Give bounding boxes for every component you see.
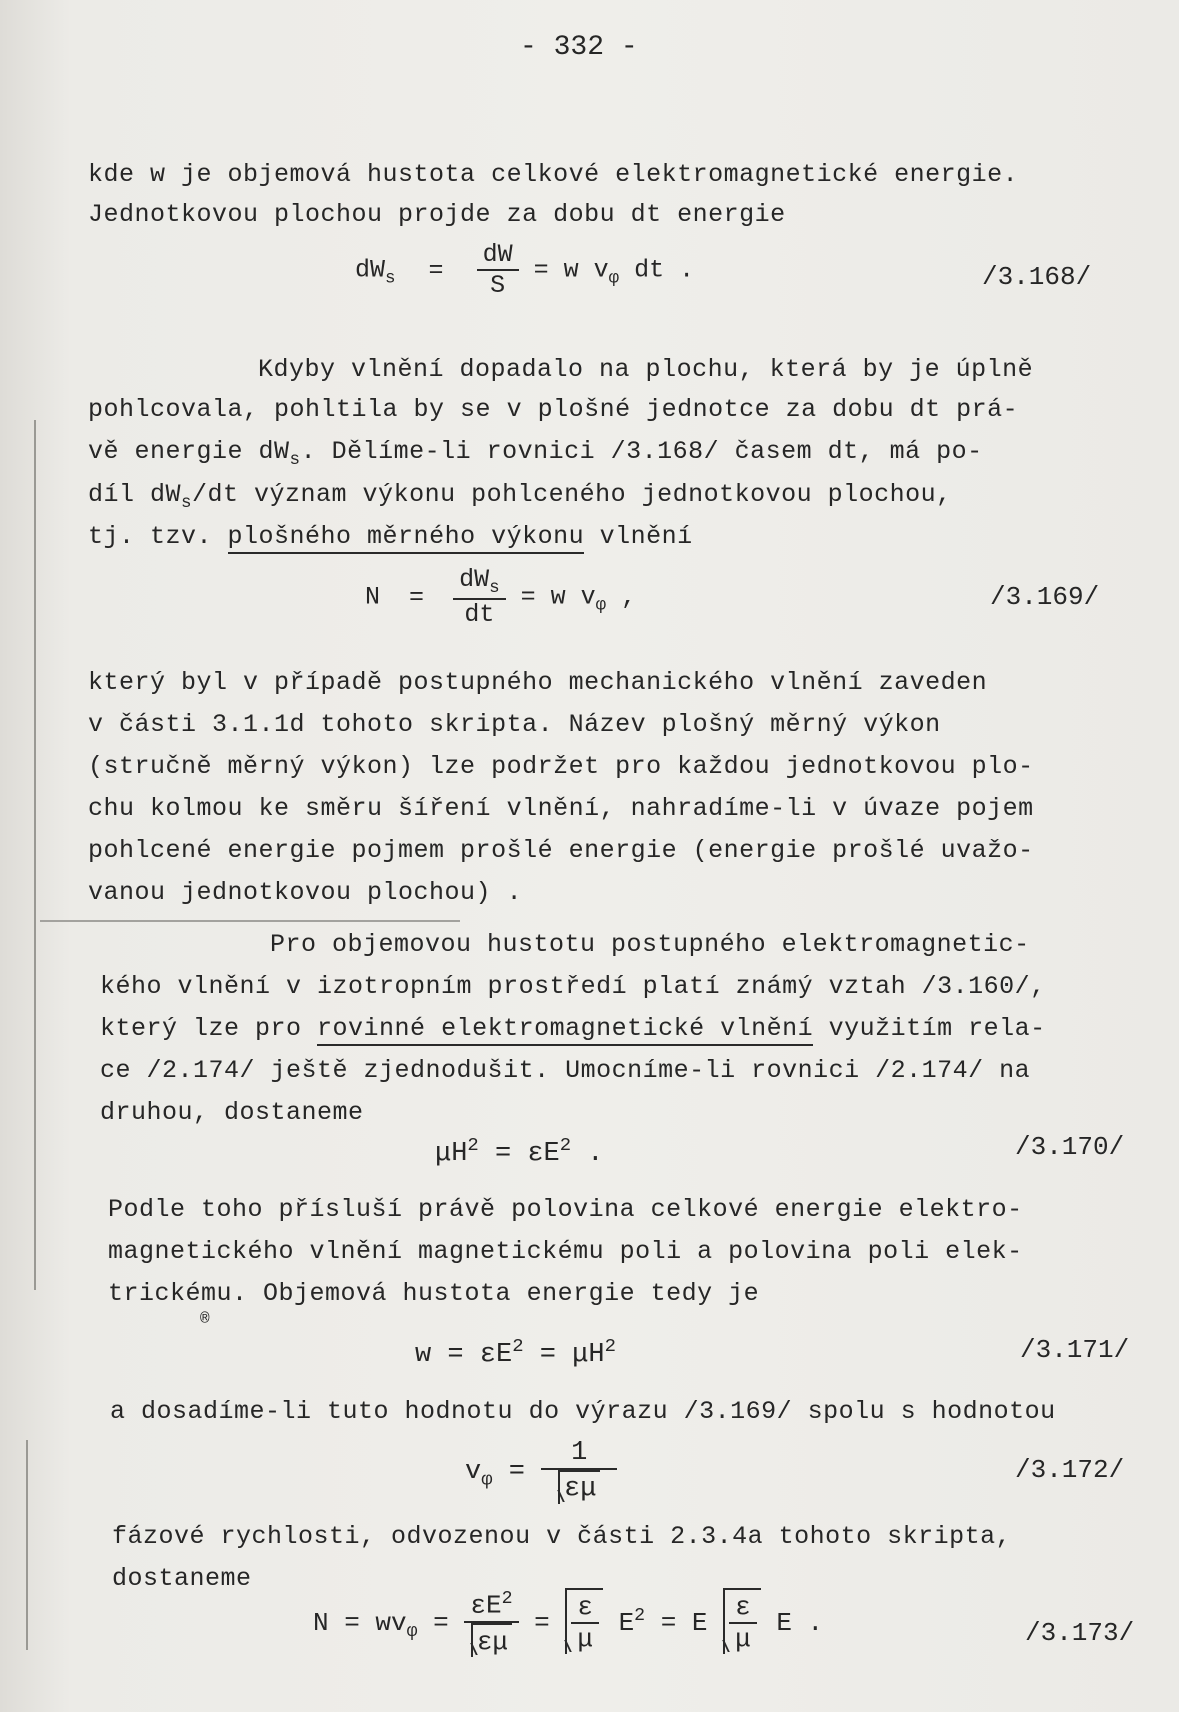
text-line: chu kolmou ke směru šíření vlnění, nahradíme-li v úvaze pojem [88,794,1034,823]
text-line: ce /2.174/ ještě zjednodušit. Umocníme-li rovnici /2.174/ na [100,1056,1031,1085]
text-line: (stručně měrný výkon) lze podržet pro každou jednotkovou plo- [88,752,1034,781]
equation-3-173 [313,1588,823,1657]
text-line: magnetického vlnění magnetickému poli a polovina poli elek- [108,1237,1023,1266]
eq-part: μH [435,1139,468,1169]
eq-lhs: N [365,582,381,612]
eq-tail: . [571,1139,604,1169]
numerator-text: εE [470,1590,502,1621]
text-line: fázové rychlosti, odvozenou v části 2.3.4a tohoto skripta, [112,1522,1012,1551]
denominator [541,1470,617,1504]
square-root: εμ [471,1623,512,1657]
equation-3-168 [355,240,694,300]
eq-part: = εE [478,1139,560,1169]
equation-3-172 [465,1438,617,1504]
eq-part: w = εE [415,1340,513,1370]
equation-label: /3.170/ [1015,1132,1125,1162]
equation-label: /3.168/ [982,262,1092,292]
numerator-text: dW [459,565,490,594]
text-span: vlnění [584,522,693,551]
eq-part: E [618,1607,635,1638]
equation-label: /3.169/ [990,582,1100,612]
eq-lhs: N = wv [313,1607,407,1638]
text-span: využitím rela- [813,1014,1046,1043]
square-root: εμ [558,1470,600,1504]
eq-sub: φ [608,268,620,289]
text-line [88,480,952,518]
underlined-term: rovinné elektromagnetické vlnění [317,1014,813,1046]
eq-sign: = [534,1607,550,1638]
eq-sup: 2 [604,1335,616,1357]
eq-tail: dt . [619,255,695,285]
denominator: μ [577,1624,593,1654]
numerator [464,1589,518,1623]
eq-lhs: dW [355,255,386,285]
text-line: vanou jednotkovou plochou) . [88,878,523,907]
text-span: /dt význam výkonu pohlceného jednotkovou plochou, [192,480,952,509]
text-line: pohlcovala, pohltila by se v plošné jednotce za dobu dt prá- [88,395,1019,424]
text-line: Podle toho přísluší právě polovina celkové energie elektro- [108,1195,1023,1224]
eq-sign: = [417,1607,449,1638]
numerator: dW [477,240,519,271]
fraction [477,240,519,300]
eq-part: = μH [523,1340,605,1370]
text-line: trickému. Objemová hustota energie tedy je [108,1279,760,1308]
underlined-term: plošného měrného výkonu [228,522,585,554]
page-number: - 332 - [520,32,638,63]
square-root [723,1588,761,1654]
denominator: μ [735,1624,751,1654]
text-line [100,1014,1046,1044]
denominator: dt [464,600,495,629]
text-line: a dosadíme-li tuto hodnotu do výrazu /3.169/ spolu s hodnotou [110,1397,1056,1426]
text-line: Pro objemovou hustotu postupného elektromagnetic- [270,930,1030,959]
eq-sign: = [492,1457,525,1488]
text-line: kého vlnění v izotropním prostředí platí známý vztah /3.160/, [100,972,1046,1001]
eq-lhs: v [465,1457,482,1488]
text-line: Jednotkovou plochou projde za dobu dt energie [88,200,786,229]
denominator [464,1623,518,1657]
fraction [453,565,506,629]
text-span: tj. tzv. [88,522,228,551]
subscript: s [289,450,301,470]
text-span: který lze pro [100,1014,318,1043]
eq-tail: , [606,582,637,612]
eq-sub: φ [481,1468,493,1491]
fraction [541,1438,617,1504]
eq-sign: = [428,255,444,285]
eq-sup: 2 [501,1589,513,1610]
equation-label: /3.173/ [1025,1618,1135,1648]
text-line: kde w je objemová hustota celkové elektromagnetické energie. [88,160,1019,189]
numerator: ε [571,1592,599,1624]
eq-sub: s [385,268,396,289]
text-line: Kdyby vlnění dopadalo na plochu, která by je úplně [258,355,1034,384]
text-line: v části 3.1.1d tohoto skripta. Název plošný měrný výkon [88,710,941,739]
equation-3-171 [415,1335,616,1370]
equation-3-170 [435,1134,604,1169]
fraction [729,1592,757,1654]
eq-sub: φ [595,595,607,616]
text-line: pohlcené energie pojmem prošlé energie (energie prošlé uvažo- [88,836,1034,865]
numerator: 1 [541,1438,617,1470]
equation-3-169 [365,565,636,629]
fold-line [40,920,460,922]
eq-sup: 2 [512,1335,524,1357]
text-span: . Dělíme-li rovnici /3.168/ časem dt, má po- [300,437,983,466]
text-span: díl dW [88,480,182,509]
fraction [464,1589,518,1657]
denominator: S [490,271,506,300]
eq-rhs: = w v [520,582,596,612]
text-line: druhou, dostaneme [100,1098,364,1127]
text-line [88,522,693,552]
eq-sup: 2 [634,1606,646,1627]
eq-tail: E . [776,1607,824,1638]
eq-sup: 2 [467,1134,479,1156]
ink-mark: ® [200,1310,210,1328]
text-line: dostaneme [112,1564,252,1593]
margin-line [34,420,36,1290]
eq-rhs: = w v [533,255,609,285]
fraction [571,1592,599,1654]
text-line: který byl v případě postupného mechanického vlnění zaveden [88,668,988,697]
eq-sub: s [489,578,500,598]
text-span: vě energie dW [88,437,290,466]
eq-part: = E [645,1607,708,1638]
eq-sub: φ [406,1622,418,1643]
equation-label: /3.171/ [1020,1335,1130,1365]
square-root [565,1588,603,1654]
margin-line-lower [26,1440,28,1650]
equation-label: /3.172/ [1015,1455,1125,1485]
eq-sup: 2 [559,1134,572,1156]
numerator [453,565,506,600]
numerator: ε [729,1592,757,1624]
eq-sign: = [409,582,425,612]
subscript: s [181,493,193,513]
text-line [88,437,983,475]
